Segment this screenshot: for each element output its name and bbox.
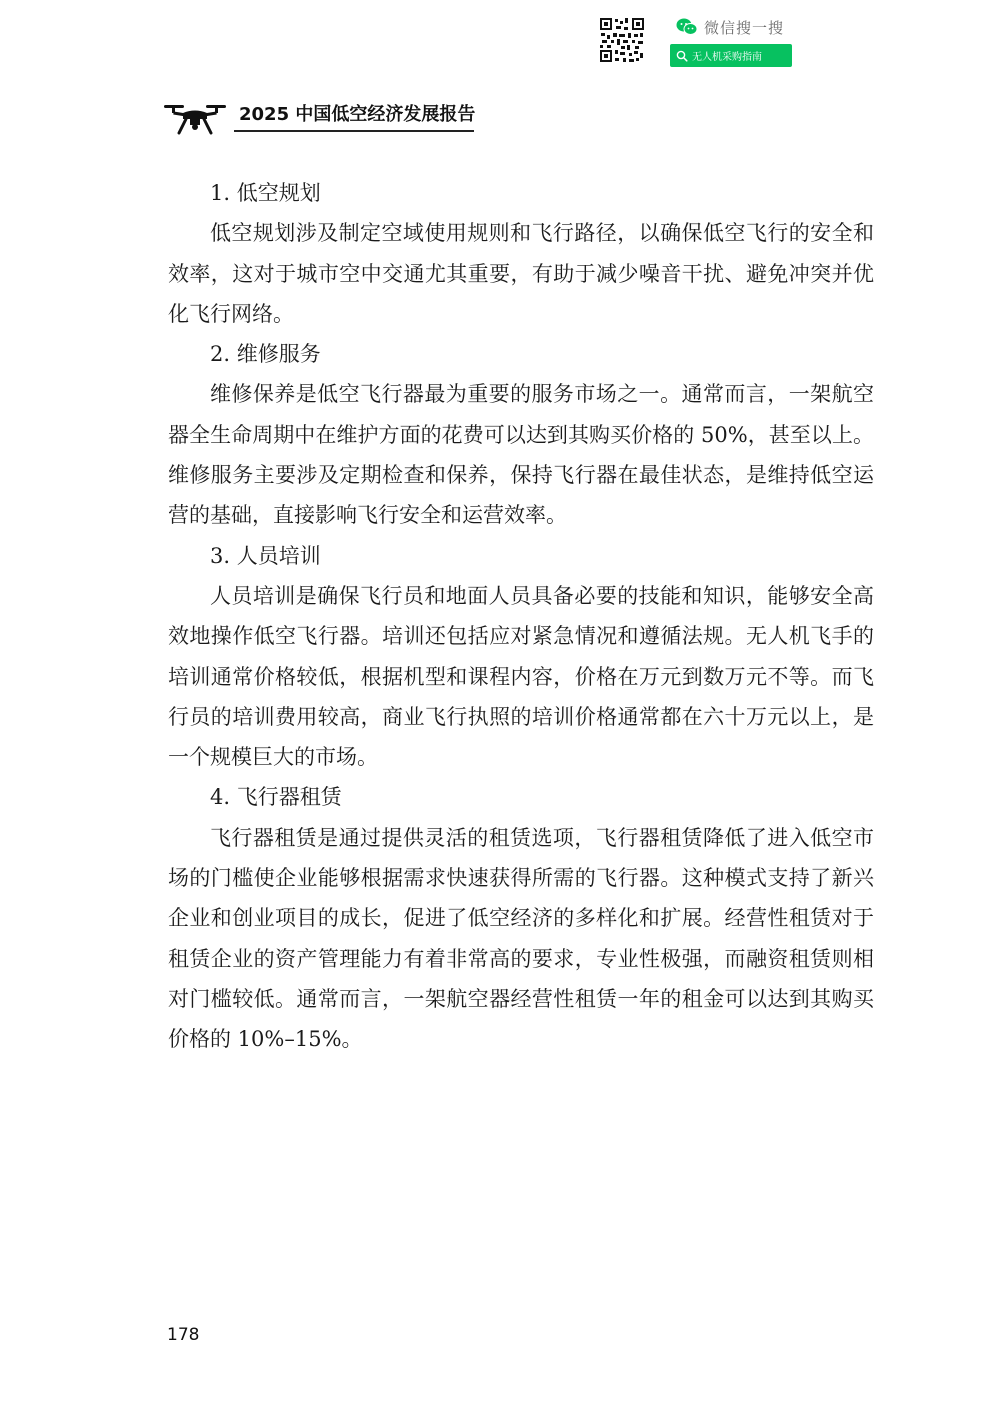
- section-heading: 3. 人员培训: [210, 543, 321, 568]
- page-number: 178: [167, 1325, 200, 1345]
- section-paragraph: 人员培训是确保飞行员和地面人员具备必要的技能和知识，能够安全高效地操作低空飞行器。培训还包括应对紧急情况和遵循法规。无人机飞手的培训通常价格较低，根据机型和课程内容，价格在万元到数万元不等。而飞行员的培训费用较高，商业飞行执照的培训价格通常都在六十万元以上，是一个规模巨大的市场。: [168, 583, 874, 770]
- wechat-search-query: 无人机采购指南: [692, 52, 762, 63]
- header-rule: [234, 130, 474, 132]
- body-text: [168, 173, 874, 1060]
- wechat-search-box[interactable]: [670, 44, 792, 67]
- section-heading: 4. 飞行器租赁: [210, 785, 342, 810]
- section-paragraph: 飞行器租赁是通过提供灵活的租赁选项，飞行器租赁降低了进入低空市场的门槛使企业能够根据需求快速获得所需的飞行器。这种模式支持了新兴企业和创业项目的成长，促进了低空经济的多样化和扩展。经营性租赁对于租赁企业的资产管理能力有着非常高的要求，专业性极强，而融资租赁则相对门槛较低。通常而言，一架航空器经营性租赁一年的租金可以达到其购买价格的 10%–15%。: [168, 825, 874, 1052]
- wechat-search-brand: [676, 16, 784, 38]
- section-paragraph: 维修保养是低空飞行器最为重要的服务市场之一。通常而言，一架航空器全生命周期中在维护方面的花费可以达到其购买价格的 50%，甚至以上。维修服务主要涉及定期检查和保养，保持飞行器在最佳状态，是维持低空运营的基础，直接影响飞行安全和运营效率。: [168, 382, 874, 528]
- section-heading: 2. 维修服务: [210, 342, 321, 367]
- wechat-search-label: 微信搜一搜: [704, 18, 785, 37]
- running-header-title: 2025 中国低空经济发展报告: [239, 104, 476, 125]
- drone-icon: [164, 100, 226, 136]
- qr-code-icon: [599, 17, 645, 63]
- search-icon: [676, 50, 688, 62]
- running-header: [164, 96, 484, 140]
- section-heading: 1. 低空规划: [210, 181, 321, 205]
- wechat-icon: [676, 17, 698, 37]
- section-paragraph: 低空规划涉及制定空域使用规则和飞行路径，以确保低空飞行的安全和效率，这对于城市空中交通尤其重要，有助于减少噪音干扰、避免冲突并优化飞行网络。: [168, 221, 874, 326]
